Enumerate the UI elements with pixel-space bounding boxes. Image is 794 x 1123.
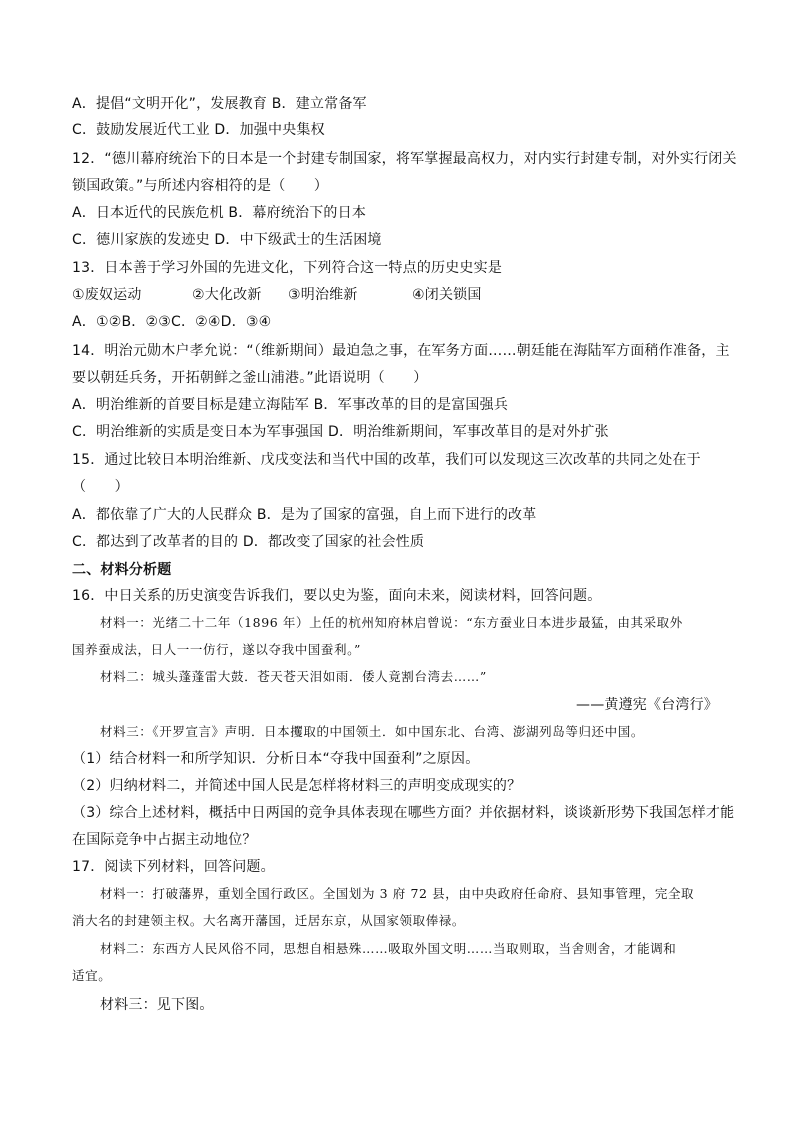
- q13-item-3: ③明治维新: [288, 287, 358, 303]
- q12-option-cd: C．德川家族的发迹史 D．中下级武士的生活困境: [72, 232, 382, 248]
- q16-sub-question-1: （1）结合材料一和所学知识．分析日本“夺我中国蚕利”之原因。: [72, 751, 480, 767]
- q16-sub-question-3-line-1: （3）综合上述材料，概括中日两国的竞争具体表现在哪些方面？并依据材料，谈谈新形势下我国怎样才能: [72, 805, 735, 821]
- q16-material-1-line-2: 国养蚕成法，日人一一仿行，遂以夺我中国蚕利。”: [72, 642, 361, 657]
- q13-stem: 13．日本善于学习外国的先进文化，下列符合这一特点的历史史实是: [72, 260, 503, 276]
- q15-stem-line-1: 15．通过比较日本明治维新、戊戌变法和当代中国的改革，我们可以发现这三次改革的共同之处在于: [72, 452, 701, 468]
- q12-stem-line-2: 锁国政策。”与所述内容相符的是（ ）: [72, 178, 329, 194]
- q16-material-3: 材料三：《开罗宣言》声明．日本攫取的中国领土．如中国东北、台湾、澎湖列岛等归还中国。: [100, 724, 644, 739]
- q13-options: A．①②B．②③C．②④D．③④: [72, 314, 272, 330]
- q17-material-2-line-1: 材料二：东西方人民风俗不同，思想自相悬殊……吸取外国文明……当取则取，当舍则舍，才能调和: [100, 941, 677, 956]
- q16-sub-question-2: （2）归纳材料二，并简述中国人民是怎样将材料三的声明变成现实的？: [72, 778, 522, 794]
- q11-option-cd: C．鼓励发展近代工业 D．加强中央集权: [72, 122, 325, 138]
- q14-option-ab: A．明治维新的首要目标是建立海陆军 B．军事改革的目的是富国强兵: [72, 397, 509, 413]
- q17-material-2-line-2: 适宜。: [72, 968, 112, 983]
- q17-material-1-line-1: 材料一：打破藩界，重划全国行政区。全国划为 3 府 72 县，由中央政府任命府、县知事管理，完全取: [100, 886, 695, 901]
- q14-option-cd: C．明治维新的实质是变日本为军事强国 D．明治维新期间，军事改革目的是对外扩张: [72, 424, 609, 440]
- q13-item-4: ④闭关锁国: [412, 287, 482, 303]
- q15-stem-line-2: （ ）: [72, 479, 129, 495]
- q13-item-1: ①废奴运动: [72, 287, 142, 303]
- q12-stem-line-1: 12．“德川幕府统治下的日本是一个封建专制国家，将军掌握最高权力，对内实行封建专制，对外实行闭关: [72, 151, 737, 167]
- q16-material-2: 材料二：城头蓬蓬雷大鼓．苍天苍天泪如雨．倭人竟割台湾去……”: [100, 669, 487, 684]
- q12-option-ab: A．日本近代的民族危机 B．幕府统治下的日本: [72, 205, 367, 221]
- q17-material-1-line-2: 消大名的封建领主权。大名离开藩国，迁居东京，从国家领取俸禄。: [72, 913, 466, 928]
- q16-stem: 16．中日关系的历史演变告诉我们，要以史为鉴，面向未来，阅读材料，回答问题。: [72, 588, 602, 604]
- q14-stem-line-2: 要以朝廷兵务，开拓朝鲜之釜山浦港。”此语说明（ ）: [72, 370, 428, 386]
- q15-option-ab: A．都依靠了广大的人民群众 B．是为了国家的富强，自上而下进行的改革: [72, 507, 537, 523]
- q16-sub-question-3-line-2: 在国际竞争中占据主动地位？: [72, 832, 257, 848]
- q16-material-1-line-1: 材料一：光绪二十二年（1896 年）上任的杭州知府林启曾说：“东方蚕业日本进步最猛，由其采取外: [100, 615, 683, 630]
- q17-material-3: 材料三：见下图。: [100, 997, 214, 1013]
- q17-stem: 17．阅读下列材料，回答问题。: [72, 859, 275, 875]
- q16-source-citation: ——黄遵宪《台湾行》: [576, 697, 718, 713]
- q11-option-ab: A．提倡“文明开化”，发展教育 B．建立常备军: [72, 96, 367, 112]
- q13-items: [72, 285, 482, 305]
- q14-stem-line-1: 14．明治元勋木户孝允说：“（维新期间）最迫急之事，在军务方面……朝廷能在海陆军方面稍作准备，主: [72, 343, 730, 359]
- q15-option-cd: C．都达到了改革者的目的 D．都改变了国家的社会性质: [72, 534, 425, 550]
- section-title: 二、材料分析题: [72, 562, 172, 578]
- q13-item-2: ②大化改新: [192, 287, 262, 303]
